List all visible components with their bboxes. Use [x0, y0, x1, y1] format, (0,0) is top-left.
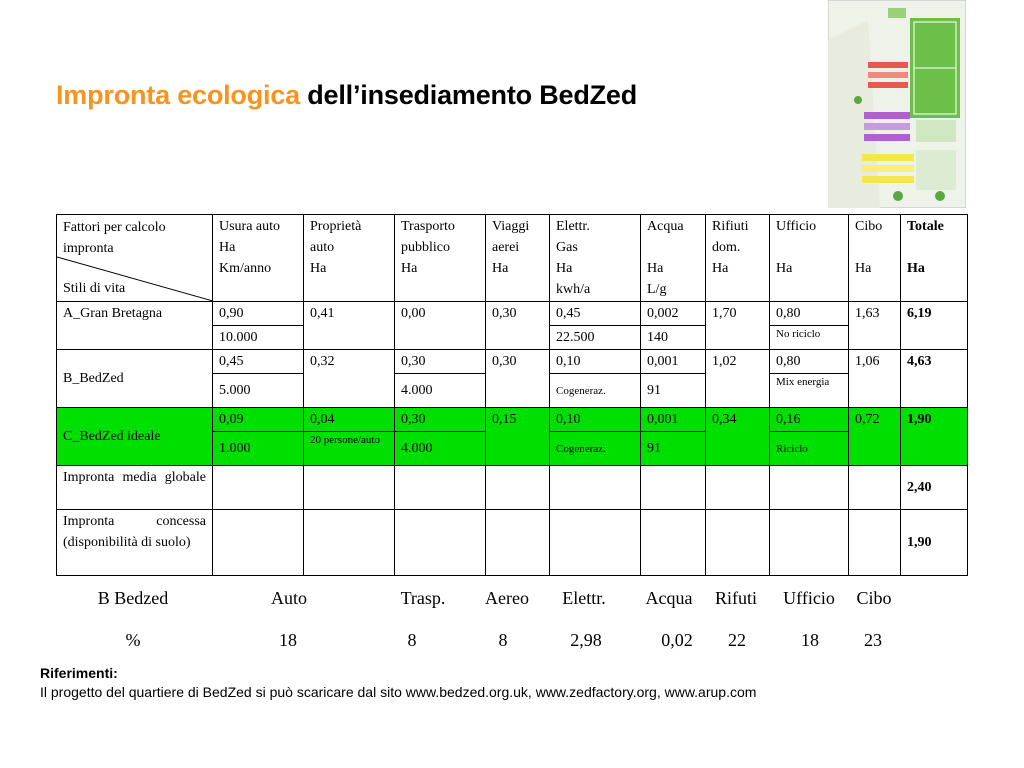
cell: 22.500 — [550, 326, 641, 350]
cell: 20 persone/auto — [304, 432, 395, 466]
cell: 0,30 — [486, 350, 550, 408]
cell — [550, 466, 641, 510]
header-acqua: Acqua Ha L/g — [641, 215, 706, 302]
header-ufficio: Ufficio Ha — [770, 215, 849, 302]
summary-value: 8 — [407, 630, 417, 650]
total-cell: 6,19 — [901, 302, 968, 350]
page-title — [56, 80, 637, 111]
summary-header: Rifuti — [714, 588, 758, 608]
impronta-table — [56, 214, 968, 576]
cell — [486, 510, 550, 576]
row-label-c: C_BedZed ideale — [57, 408, 213, 466]
site-plan-image — [828, 0, 966, 208]
cell: Cogeneraz. — [550, 374, 641, 408]
references-heading: Riferimenti: — [40, 665, 118, 681]
total-cell: 2,40 — [901, 466, 968, 510]
cell: 0,30 — [395, 408, 486, 432]
references — [40, 664, 1000, 702]
title-rest: dell’insediamento BedZed — [307, 80, 638, 110]
header-cibo: Cibo Ha — [849, 215, 901, 302]
cell: 4.000 — [395, 374, 486, 408]
cell: 0,80 — [770, 350, 849, 374]
cell — [550, 510, 641, 576]
cell: 1,70 — [706, 302, 770, 350]
cell — [213, 466, 304, 510]
summary-value: 18 — [801, 630, 819, 650]
cell: 1,02 — [706, 350, 770, 408]
cell: Mix energia — [770, 374, 849, 408]
cell: Cogeneraz. — [550, 432, 641, 466]
cell — [706, 466, 770, 510]
cell: 0,30 — [486, 302, 550, 350]
cell: 140 — [641, 326, 706, 350]
cell — [395, 466, 486, 510]
summary-value: 23 — [864, 630, 882, 650]
header-diagonal-cell — [57, 215, 213, 302]
cell: 0,04 — [304, 408, 395, 432]
cell — [395, 510, 486, 576]
header-proprieta-auto: Proprietà auto Ha — [304, 215, 395, 302]
header-stili: Stili di vita — [63, 281, 126, 296]
cell — [641, 510, 706, 576]
summary-value: 8 — [498, 630, 508, 650]
cell: 5.000 — [213, 374, 304, 408]
cell — [304, 466, 395, 510]
cell: 0,34 — [706, 408, 770, 466]
row-label-a: A_Gran Bretagna — [57, 302, 213, 350]
summary-value: 0,02 — [661, 630, 693, 650]
cell — [770, 510, 849, 576]
summary-header: Elettr. — [562, 588, 606, 608]
cell: 1.000 — [213, 432, 304, 466]
summary-value: 22 — [728, 630, 746, 650]
cell: 0,15 — [486, 408, 550, 466]
cell: 0,80 — [770, 302, 849, 326]
summary-value: 18 — [279, 630, 297, 650]
cell: 0,16 — [770, 408, 849, 432]
header-trasporto-pubblico: Trasporto pubblico Ha — [395, 215, 486, 302]
cell — [849, 466, 901, 510]
cell — [706, 510, 770, 576]
references-text: Il progetto del quartiere di BedZed si può scaricare dal sito www.bedzed.org.uk, www.zedfactory.org, www.arup.com — [40, 684, 757, 700]
summary-value: 2,98 — [570, 630, 602, 650]
cell: 10.000 — [213, 326, 304, 350]
row-label-impronta-concessa: Impronta concessa (disponibilità di suolo) — [57, 510, 213, 576]
cell — [486, 466, 550, 510]
cell: 0,10 — [550, 350, 641, 374]
summary-header: Ufficio — [783, 588, 835, 608]
cell: 0,32 — [304, 350, 395, 408]
header-totale: Totale Ha — [901, 215, 968, 302]
summary-header: Cibo — [856, 588, 892, 608]
cell — [770, 466, 849, 510]
cell: 1,06 — [849, 350, 901, 408]
cell: 0,72 — [849, 408, 901, 466]
total-cell: 1,90 — [901, 408, 968, 466]
cell: 0,09 — [213, 408, 304, 432]
cell: 1,63 — [849, 302, 901, 350]
header-usura-auto: Usura auto Ha Km/anno — [213, 215, 304, 302]
cell: 0,45 — [213, 350, 304, 374]
summary-value: % — [125, 630, 141, 650]
cell: 0,00 — [395, 302, 486, 350]
cell: 4.000 — [395, 432, 486, 466]
cell: 0,001 — [641, 408, 706, 432]
cell — [304, 510, 395, 576]
cell: 0,45 — [550, 302, 641, 326]
cell — [849, 510, 901, 576]
summary-header: Acqua — [645, 588, 693, 608]
row-label-b: B_BedZed — [57, 350, 213, 408]
cell: 0,001 — [641, 350, 706, 374]
cell: No riciclo — [770, 326, 849, 350]
cell — [641, 466, 706, 510]
cell: 0,90 — [213, 302, 304, 326]
cell: 0,10 — [550, 408, 641, 432]
cell: Riciclo — [770, 432, 849, 466]
total-cell: 1,90 — [901, 510, 968, 576]
cell: 91 — [641, 374, 706, 408]
header-fattori: Fattori per calcolo impronta — [63, 220, 166, 256]
header-elettr-gas: Elettr. Gas Ha kwh/a — [550, 215, 641, 302]
total-cell: 4,63 — [901, 350, 968, 408]
cell — [213, 510, 304, 576]
header-rifiuti: Rifiuti dom. Ha — [706, 215, 770, 302]
summary-header: B Bedzed — [97, 588, 169, 608]
cell: 0,002 — [641, 302, 706, 326]
header-viaggi-aerei: Viaggi aerei Ha — [486, 215, 550, 302]
summary-header: Aereo — [485, 588, 529, 608]
cell: 91 — [641, 432, 706, 466]
cell: 0,30 — [395, 350, 486, 374]
cell: 0,41 — [304, 302, 395, 350]
summary-header: Trasp. — [400, 588, 446, 608]
summary-header: Auto — [271, 588, 307, 608]
title-accent: Impronta ecologica — [56, 80, 300, 110]
row-label-impronta-media: Impronta media globale — [57, 466, 213, 510]
